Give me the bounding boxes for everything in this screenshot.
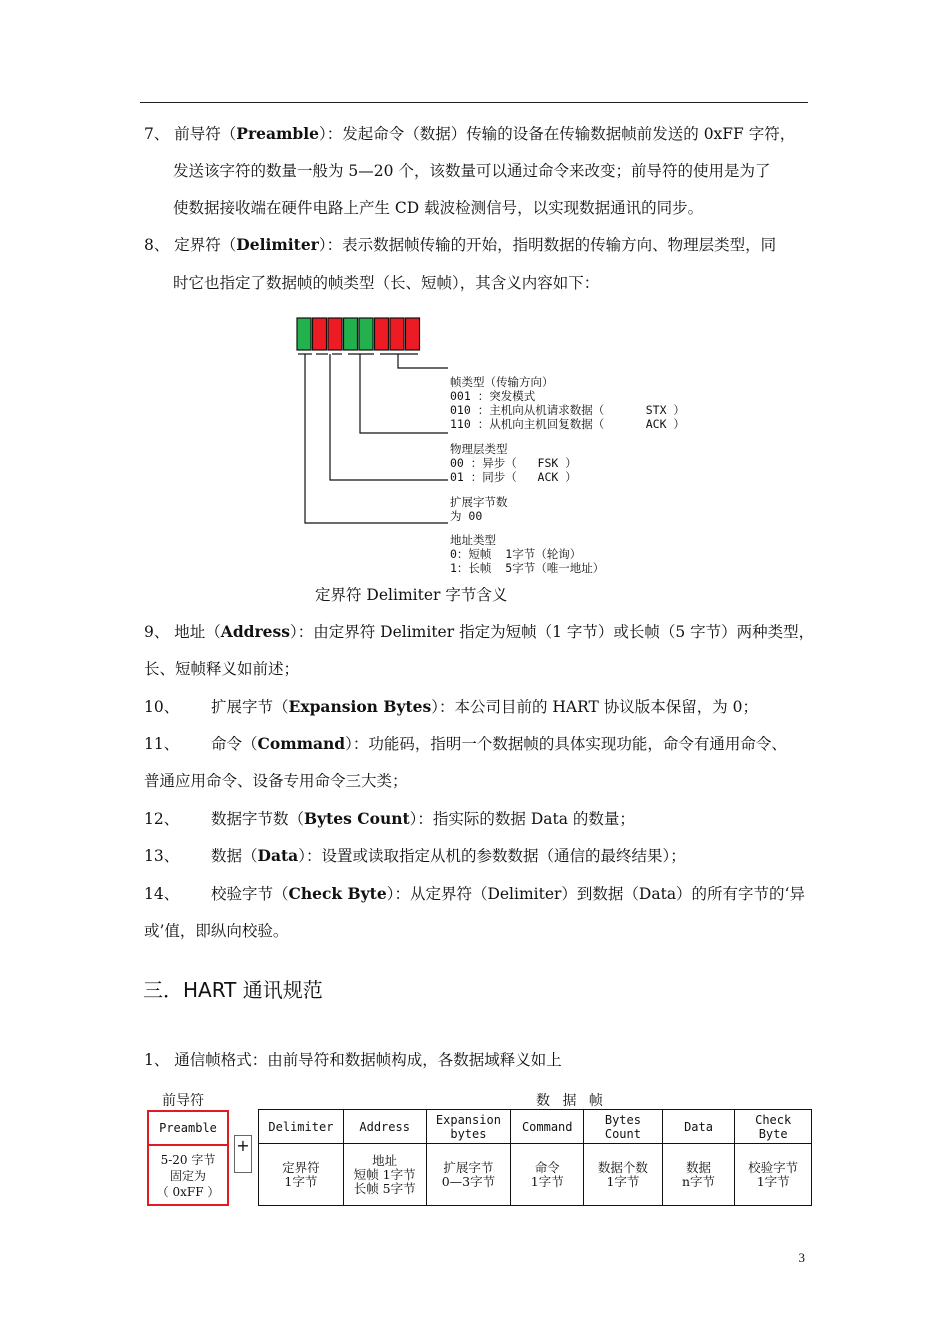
delimiter-bit-3 bbox=[344, 318, 358, 350]
preamble-body: 5-20 字节 固定为 （ 0xFF ） bbox=[156, 1153, 220, 1199]
cell-check-byte: 校验字节 1字节 bbox=[735, 1144, 812, 1206]
header-data: Data bbox=[662, 1110, 735, 1144]
ext-bytes-legend: 扩展字节数 为 00 bbox=[450, 495, 508, 523]
preamble-header: Preamble bbox=[149, 1112, 227, 1146]
header-command: Command bbox=[511, 1110, 584, 1144]
cell-address: 地址 短帧 1字节 长帧 5字节 bbox=[343, 1144, 426, 1206]
page-number: 3 bbox=[798, 1250, 805, 1265]
header-bytes-count: Bytes Count bbox=[584, 1110, 663, 1144]
frame-type-legend: 帧类型（传输方向） 001 ：突发模式 010 ：主机向从机请求数据（ STX ） 110 ：从机向主机回复数据（ ACK ） bbox=[450, 375, 685, 431]
plus-sign: + bbox=[234, 1135, 252, 1173]
delimiter-bit-0 bbox=[297, 318, 311, 350]
item-11-line-2: 普通应用命令、设备专用命令三大类； bbox=[144, 772, 408, 790]
cell-delimiter: 定界符 1字节 bbox=[259, 1144, 344, 1206]
header-check-byte: Check Byte bbox=[735, 1110, 812, 1144]
phys-layer-legend: 物理层类型 00 ：异步（ FSK ） 01 ：同步（ ACK ） bbox=[450, 442, 577, 484]
frame-intro: 1、 通信帧格式：由前导符和数据帧构成，各数据域释义如上 bbox=[144, 1051, 562, 1069]
item-9-line-2: 长、短帧释义如前述； bbox=[144, 660, 300, 678]
delimiter-bit-1 bbox=[313, 318, 327, 350]
section-heading: 三．HART 通讯规范 bbox=[143, 978, 323, 1002]
item-14-line-2: 或’值，即纵向校验。 bbox=[144, 922, 289, 940]
header-delimiter: Delimiter bbox=[259, 1110, 344, 1144]
header-expansion: Expansion bytes bbox=[426, 1110, 511, 1144]
para-8-line-2: 时它也指定了数据帧的帧类型（长、短帧），其含义内容如下： bbox=[173, 274, 600, 292]
data-frame-table bbox=[258, 1109, 812, 1206]
data-frame-label: 数 据 帧 bbox=[536, 1093, 607, 1109]
para-7-line-1: 7、 前导符（Preamble）：发起命令（数据）传输的设备在传输数据帧前发送的 0xFF 字符， bbox=[144, 124, 796, 143]
header-address: Address bbox=[343, 1110, 426, 1144]
preamble-box bbox=[147, 1110, 229, 1206]
item-9-line-1: 9、 地址（Address）：由定界符 Delimiter 指定为短帧（1 字节）或长帧（5 字节）两种类型， bbox=[144, 622, 815, 641]
delimiter-bit-6 bbox=[390, 318, 404, 350]
delimiter-bit-7 bbox=[406, 318, 420, 350]
cell-bytes-count: 数据个数 1字节 bbox=[584, 1144, 663, 1206]
para-7-line-2: 发送该字符的数量一般为 5—20 个，该数量可以通过命令来改变；前导符的使用是为了 bbox=[173, 162, 771, 180]
cell-data: 数据 n字节 bbox=[662, 1144, 735, 1206]
addr-type-legend: 地址类型 0：短帧 1字节（轮询） 1：长帧 5字节（唯一地址） bbox=[450, 533, 605, 575]
diagram-caption: 定界符 Delimiter 字节含义 bbox=[315, 586, 508, 604]
para-7-line-3: 使数据接收端在硬件电路上产生 CD 载波检测信号，以实现数据通讯的同步。 bbox=[173, 199, 704, 217]
para-8-line-1: 8、 定界符（Delimiter）：表示数据帧传输的开始，指明数据的传输方向、物理层类型，同 bbox=[144, 235, 777, 254]
cell-command: 命令 1字节 bbox=[511, 1144, 584, 1206]
item-10: 10、 扩展字节（Expansion Bytes）：本公司目前的 HART 协议版本保留，为 0； bbox=[144, 697, 759, 716]
preamble-label: 前导符 bbox=[162, 1093, 204, 1109]
header-rule bbox=[140, 102, 808, 103]
item-11-line-1: 11、 命令（Command）：功能码，指明一个数据帧的具体实现功能，命令有通用命令、 bbox=[144, 734, 787, 753]
delimiter-bit-5 bbox=[375, 318, 389, 350]
delimiter-bit-2 bbox=[328, 318, 342, 350]
item-13: 13、 数据（Data）：设置或读取指定从机的参数数据（通信的最终结果）； bbox=[144, 846, 686, 865]
item-12: 12、 数据字节数（Bytes Count）：指实际的数据 Data 的数量； bbox=[144, 809, 635, 828]
item-14-line-1: 14、 校验字节（Check Byte）：从定界符（Delimiter）到数据（Data）的所有字节的‘异 bbox=[144, 884, 805, 903]
cell-expansion: 扩展字节 0—3字节 bbox=[426, 1144, 511, 1206]
delimiter-bit-4 bbox=[359, 318, 373, 350]
